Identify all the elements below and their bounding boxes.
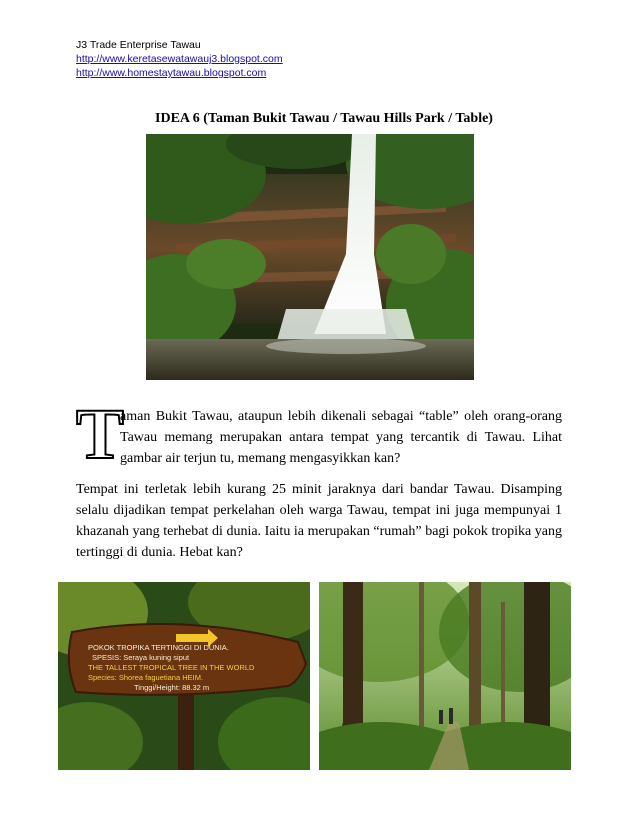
sign-line-3: THE TALLEST TROPICAL TREE IN THE WORLD [88, 663, 255, 672]
tallest-tree-sign-photo [58, 582, 310, 770]
sign-line-4: Species: Shorea faguetiana HEIM. [88, 673, 204, 682]
rainforest-photo [319, 582, 571, 770]
waterfall-photo [146, 134, 474, 380]
company-name: J3 Trade Enterprise Tawau [76, 39, 201, 51]
body-paragraph: Tempat ini terletak lebih kurang 25 minit jaraknya dari bandar Tawau. Disamping selalu dijadikan tempat perkelahan oleh warga Tawau, tempat ini juga mempunyai 1 khazanah yang terhebat di dunia. Iaitu ia merupakan “rumah” bagi pokok tropika yang tertinggi di dunia. Hebat kan? [76, 482, 562, 560]
sign-line-2: SPESIS: Seraya kuning siput [92, 653, 190, 662]
document-header [76, 38, 283, 80]
intro-paragraph: aman Bukit Tawau, ataupun lebih dikenali sebagai “table” oleh orang-orang Tawau memang merupakan antara tempat yang tercantik di Tawau. Lihat gambar air terjun tu, memang mengasyikkan kan? [120, 409, 562, 466]
sign-line-5: Tinggi/Height: 88.32 m [134, 683, 210, 692]
blog-link-keretasewa[interactable]: http://www.keretasewatawauj3.blogspot.com [76, 53, 283, 65]
page-title: IDEA 6 (Taman Bukit Tawau / Tawau Hills Park / Table) [155, 111, 493, 126]
sign-line-1: POKOK TROPIKA TERTINGGI DI DUNIA. [88, 643, 229, 652]
drop-cap: T [76, 394, 125, 474]
blog-link-homestay[interactable]: http://www.homestaytawau.blogspot.com [76, 67, 267, 79]
